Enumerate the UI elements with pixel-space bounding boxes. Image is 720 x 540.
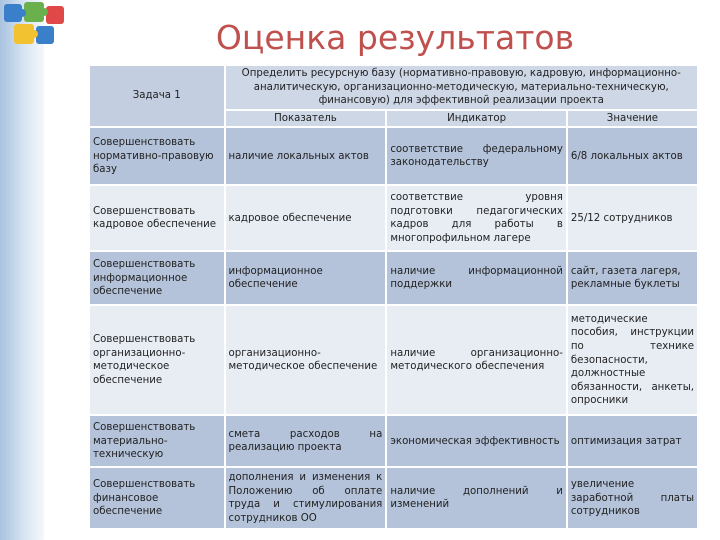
row-value: увеличение заработной платы сотрудников (568, 468, 697, 528)
table-row (90, 416, 697, 466)
row-value: оптимизация затрат (568, 416, 697, 466)
table-row (90, 468, 697, 528)
row-indicator: смета расходов на реализацию проекта (226, 416, 386, 466)
row-value: 25/12 сотрудников (568, 186, 697, 250)
row-indicator: кадровое обеспечение (226, 186, 386, 250)
goal-cell: Определить ресурсную базу (нормативно-правовую, кадровую, информационно-аналитическую, организационно-методическую, материально-техническую, финансовую) для эффективной реализации проекта (226, 66, 698, 109)
table-header-row (90, 66, 697, 109)
row-indicator: дополнения и изменения к Положению об оплате труда и стимулирования сотрудников ОО (226, 468, 386, 528)
column-header-value: Значение (568, 111, 697, 127)
row-task: Совершенствовать нормативно-правовую базу (90, 128, 224, 184)
row-task: Совершенствовать материально-техническую (90, 416, 224, 466)
sidebar-decoration (0, 0, 44, 540)
row-task: Совершенствовать организационно-методическое обеспечение (90, 306, 224, 414)
table-row (90, 252, 697, 304)
column-header-criterion: Индикатор (387, 111, 566, 127)
table-row (90, 128, 697, 184)
row-value: методические пособия, инструкции по технике безопасности, должностные обязанности, анкеты, опросники (568, 306, 697, 414)
row-task: Совершенствовать кадровое обеспечение (90, 186, 224, 250)
row-value: сайт, газета лагеря, рекламные буклеты (568, 252, 697, 304)
row-criterion: соответствие уровня подготовки педагогических кадров для работы в многопрофильном лагере (387, 186, 566, 250)
row-value: 6/8 локальных актов (568, 128, 697, 184)
page-title: Оценка результатов (215, 18, 575, 57)
results-table (88, 64, 699, 530)
row-task: Совершенствовать информационное обеспечение (90, 252, 224, 304)
row-indicator: наличие локальных актов (226, 128, 386, 184)
row-criterion: наличие информационной поддержки (387, 252, 566, 304)
table-row (90, 306, 697, 414)
row-criterion: соответствие федеральному законодательству (387, 128, 566, 184)
table-row (90, 186, 697, 250)
task-label-cell: Задача 1 (90, 66, 224, 126)
row-task: Совершенствовать финансовое обеспечение (90, 468, 224, 528)
row-indicator: организационно-методическое обеспечение (226, 306, 386, 414)
row-criterion: наличие дополнений и изменений (387, 468, 566, 528)
row-criterion: экономическая эффективность (387, 416, 566, 466)
row-indicator: информационное обеспечение (226, 252, 386, 304)
column-header-indicator: Показатель (226, 111, 386, 127)
row-criterion: наличие организационно-методического обеспечения (387, 306, 566, 414)
